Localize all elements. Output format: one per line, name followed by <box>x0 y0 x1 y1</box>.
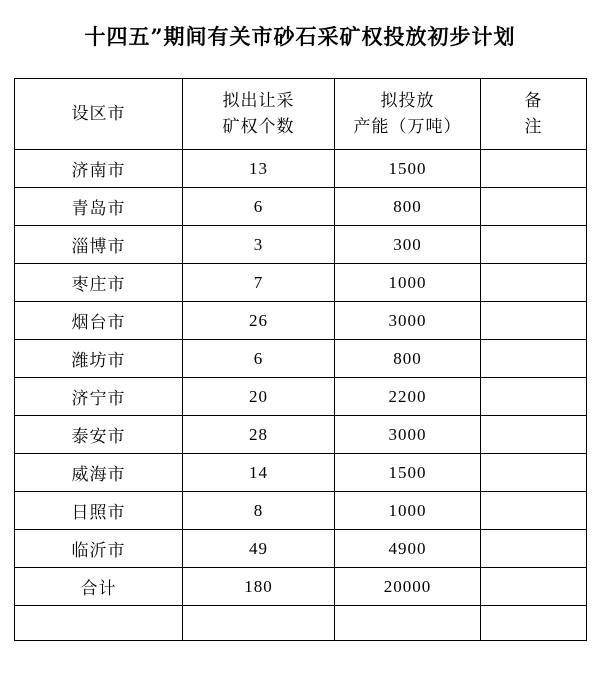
cell-note <box>481 302 587 340</box>
cell-count: 14 <box>183 454 335 492</box>
table-body <box>15 150 587 641</box>
column-header-capacity-line2: 产能（万吨） <box>353 117 462 136</box>
table-row <box>15 492 587 530</box>
column-header-count-line2: 矿权个数 <box>222 117 295 136</box>
table-row <box>15 530 587 568</box>
page-title: 十四五”期间有关市砂石采矿权投放初步计划 <box>84 24 516 49</box>
cell-city: 济南市 <box>15 150 183 188</box>
column-header-note-line1: 备 <box>524 91 543 110</box>
table-blank-row <box>15 606 587 641</box>
cell-count: 49 <box>183 530 335 568</box>
cell-count: 26 <box>183 302 335 340</box>
cell-count: 20 <box>183 378 335 416</box>
cell-city: 青岛市 <box>15 188 183 226</box>
cell-capacity: 1500 <box>335 150 481 188</box>
cell-capacity: 3000 <box>335 416 481 454</box>
cell-note <box>481 340 587 378</box>
column-header-count-line1: 拟出让采 <box>222 91 295 110</box>
cell-note <box>481 150 587 188</box>
cell-total-note <box>481 568 587 606</box>
cell-city: 枣庄市 <box>15 264 183 302</box>
cell-city: 威海市 <box>15 454 183 492</box>
cell-note <box>481 492 587 530</box>
cell-capacity: 800 <box>335 340 481 378</box>
cell-count: 7 <box>183 264 335 302</box>
column-header-capacity-line1: 拟投放 <box>380 91 435 110</box>
cell-city: 日照市 <box>15 492 183 530</box>
column-header-note-line2: 注 <box>524 117 543 136</box>
cell-city: 济宁市 <box>15 378 183 416</box>
column-header-city <box>15 79 183 150</box>
table-row <box>15 454 587 492</box>
cell-capacity: 800 <box>335 188 481 226</box>
cell-city: 临沂市 <box>15 530 183 568</box>
table-row <box>15 340 587 378</box>
cell-capacity: 1000 <box>335 492 481 530</box>
table-row <box>15 302 587 340</box>
column-header-count <box>183 79 335 150</box>
table-header <box>15 79 587 150</box>
cell-blank-count <box>183 606 335 641</box>
cell-capacity: 300 <box>335 226 481 264</box>
cell-note <box>481 378 587 416</box>
cell-note <box>481 416 587 454</box>
cell-total-label: 合计 <box>15 568 183 606</box>
table-row <box>15 150 587 188</box>
cell-count: 6 <box>183 340 335 378</box>
cell-capacity: 4900 <box>335 530 481 568</box>
cell-capacity: 1500 <box>335 454 481 492</box>
cell-note <box>481 530 587 568</box>
cell-note <box>481 226 587 264</box>
table-total-row <box>15 568 587 606</box>
cell-capacity: 2200 <box>335 378 481 416</box>
table-row <box>15 226 587 264</box>
cell-note <box>481 264 587 302</box>
cell-capacity: 1000 <box>335 264 481 302</box>
cell-city: 淄博市 <box>15 226 183 264</box>
cell-count: 13 <box>183 150 335 188</box>
table-container <box>0 56 600 641</box>
column-header-note <box>481 79 587 150</box>
column-header-city-line1: 设区市 <box>71 104 126 123</box>
cell-blank-note <box>481 606 587 641</box>
cell-blank-city <box>15 606 183 641</box>
cell-city: 烟台市 <box>15 302 183 340</box>
mining-plan-table <box>14 78 587 641</box>
table-row <box>15 264 587 302</box>
table-header-row <box>15 79 587 150</box>
table-row <box>15 188 587 226</box>
cell-total-capacity: 20000 <box>335 568 481 606</box>
cell-capacity: 3000 <box>335 302 481 340</box>
cell-total-count: 180 <box>183 568 335 606</box>
cell-note <box>481 454 587 492</box>
cell-count: 28 <box>183 416 335 454</box>
cell-note <box>481 188 587 226</box>
cell-count: 3 <box>183 226 335 264</box>
cell-blank-capacity <box>335 606 481 641</box>
cell-city: 潍坊市 <box>15 340 183 378</box>
cell-count: 6 <box>183 188 335 226</box>
column-header-capacity <box>335 79 481 150</box>
cell-count: 8 <box>183 492 335 530</box>
table-row <box>15 416 587 454</box>
cell-city: 泰安市 <box>15 416 183 454</box>
table-row <box>15 378 587 416</box>
